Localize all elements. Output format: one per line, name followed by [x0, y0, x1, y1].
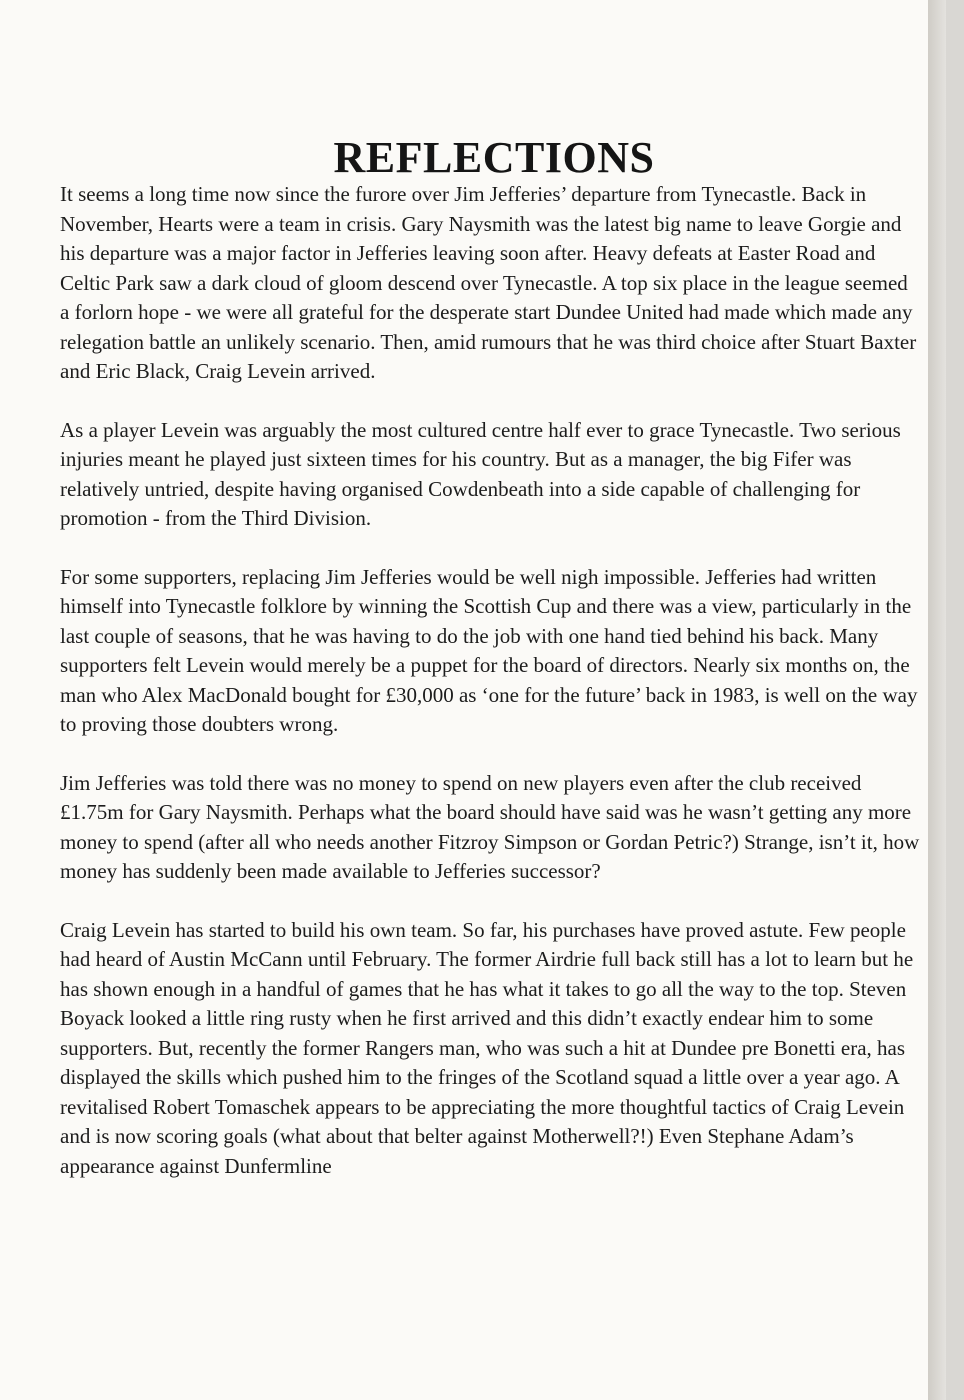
article-body — [60, 180, 920, 1210]
paragraph-2: As a player Levein was arguably the most cultured centre half ever to grace Tynecastle. Two serious injuries meant he played just sixteen times for his country. But as a manager, the big Fifer was relatively untried, despite having organised Cowdenbeath into a side capable of challenging for promotion - from the Third Division. — [60, 417, 901, 530]
paragraph-4: Jim Jefferies was told there was no money to spend on new players even after the club received £1.75m for Gary Naysmith. Perhaps what the board should have said was he wasn’t getting any more money to spend (after all who needs another Fitzroy Simpson or Gordan Petric?) Strange, isn’t it, how money has suddenly been made available to Jefferies successor? — [60, 770, 920, 883]
article-title: REFLECTIONS — [333, 133, 655, 183]
paragraph-5: Craig Levein has started to build his own team. So far, his purchases have proved astute. Few people had heard of Austin McCann until February. The former Airdrie full back still has a lot to learn but he has shown enough in a handful of games that he has what it takes to go all the way to the top. Steven Boyack looked a little ring rusty when he first arrived and this didn’t exactly endear him to some supporters. But, recently the former Rangers man, who was such a hit at Dundee pre Bonetti era, has displayed the skills which pushed him to the fringes of the Scotland squad a little over a year ago. A revitalised Robert Tomaschek appears to be appreciating the more thoughtful tactics of Craig Levein and is now scoring goals (what about that belter against Motherwell?!) Even Stephane Adam’s appearance against Dunfermline — [60, 917, 914, 1178]
page-edge-shadow — [928, 0, 946, 1400]
paragraph-3: For some supporters, replacing Jim Jefferies would be well nigh impossible. Jefferies had written himself into Tynecastle folklore by winning the Scottish Cup and there was a view, particularly in the last couple of seasons, that he was having to do the job with one hand tied behind his back. Many supporters felt Levein would merely be a puppet for the board of directors. Nearly six months on, the man who Alex MacDonald bought for £30,000 as ‘one for the future’ back in 1983, is well on the way to proving those doubters wrong. — [60, 564, 918, 736]
paragraph-1: It seems a long time now since the furore over Jim Jefferies’ departure from Tynecastle. Back in November, Hearts were a team in crisis. Gary Naysmith was the latest big name to leave Gorgie and his departure was a major factor in Jefferies leaving soon after. Heavy defeats at Easter Road and Celtic Park saw a dark cloud of gloom descend over Tynecastle. A top six place in the league seemed a forlorn hope - we were all grateful for the desperate start Dundee United had made which made any relegation battle an unlikely scenario. Then, amid rumours that he was third choice after Stuart Baxter and Eric Black, Craig Levein arrived. — [60, 182, 917, 383]
